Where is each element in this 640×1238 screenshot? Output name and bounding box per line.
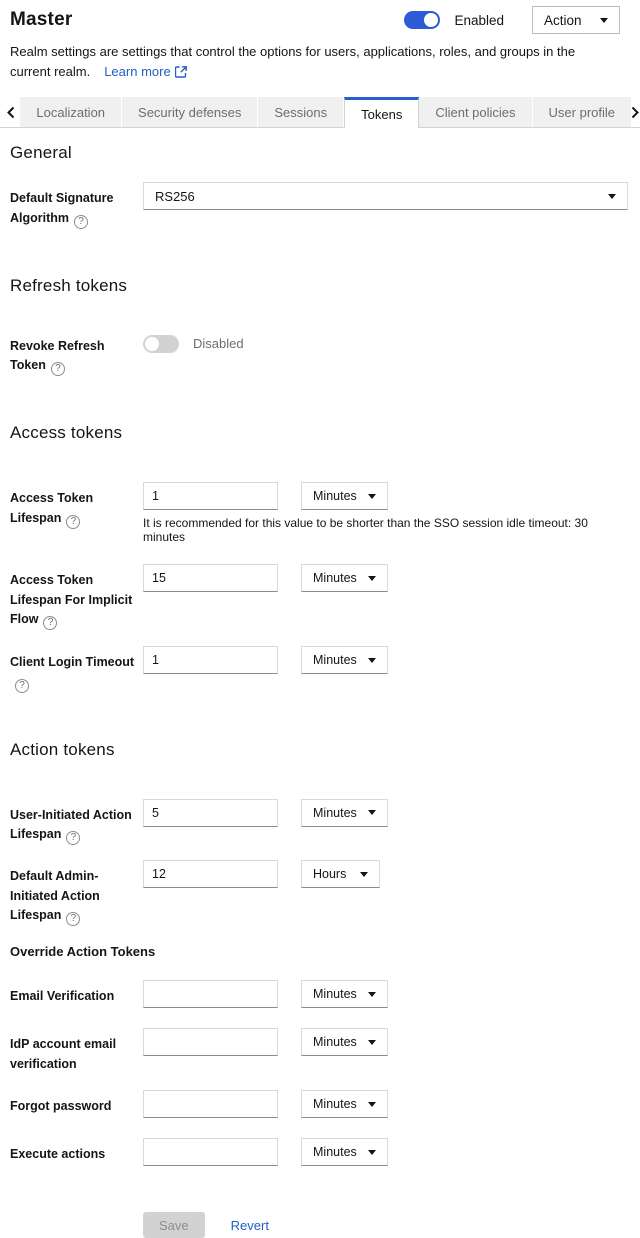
- field-label: [10, 980, 143, 1007]
- field-label-text: User-Initiated Action Lifespan: [10, 807, 132, 841]
- tab-security-defenses[interactable]: [122, 97, 258, 127]
- selected-unit: Hours: [313, 867, 347, 881]
- field-execute-actions: [10, 1138, 628, 1166]
- chevron-left-icon: [6, 106, 15, 119]
- help-icon[interactable]: ?: [15, 679, 29, 693]
- toggle-knob: [145, 337, 159, 351]
- learn-more-link[interactable]: [104, 64, 186, 79]
- tabs-scroll-left-button[interactable]: [0, 97, 20, 127]
- forgot-password-unit-select[interactable]: [301, 1090, 388, 1118]
- forgot-password-input[interactable]: [143, 1090, 278, 1118]
- field-access-token-lifespan-implicit: [10, 564, 628, 630]
- email-verification-input[interactable]: [143, 980, 278, 1008]
- save-button[interactable]: Save: [143, 1212, 205, 1238]
- field-default-signature-algorithm: [10, 182, 628, 229]
- field-label-text: Default Admin-Initiated Action Lifespan: [10, 869, 100, 922]
- section-title-general: General: [10, 143, 72, 162]
- form-footer: [143, 1212, 628, 1238]
- chevron-down-icon: [368, 1150, 376, 1155]
- field-label: [10, 799, 143, 846]
- idp-account-email-verification-unit-select[interactable]: [301, 1028, 388, 1056]
- tab-label: Client policies: [435, 104, 516, 120]
- field-label: [10, 1138, 143, 1165]
- realm-description: [10, 42, 616, 82]
- chevron-down-icon: [368, 658, 376, 663]
- tokens-form: [0, 143, 640, 1238]
- toggle-knob: [424, 13, 438, 27]
- tab-label: Localization: [36, 104, 106, 120]
- selected-unit: Minutes: [313, 1097, 357, 1111]
- selected-unit: Minutes: [313, 653, 357, 667]
- field-client-login-timeout: [10, 646, 628, 693]
- field-forgot-password: [10, 1090, 628, 1118]
- realm-enabled-toggle[interactable]: [404, 11, 440, 29]
- user-initiated-action-lifespan-unit-select[interactable]: [301, 799, 388, 827]
- tab-user-profile[interactable]: [533, 97, 631, 127]
- help-icon[interactable]: ?: [66, 831, 80, 845]
- field-revoke-refresh-token: [10, 330, 628, 377]
- chevron-down-icon: [360, 872, 368, 877]
- field-label: [10, 564, 143, 630]
- field-idp-account-email-verification: [10, 1028, 628, 1074]
- chevron-down-icon: [368, 1040, 376, 1045]
- revert-link[interactable]: Revert: [230, 1217, 269, 1233]
- field-label: [10, 860, 143, 926]
- field-label-text: Access Token Lifespan: [10, 491, 94, 525]
- field-label: [10, 330, 143, 377]
- execute-actions-unit-select[interactable]: [301, 1138, 388, 1166]
- external-link-icon: [171, 64, 187, 79]
- page-header: [0, 0, 640, 82]
- user-initiated-action-lifespan-input[interactable]: [143, 799, 278, 827]
- field-label-text: Execute actions: [10, 1147, 106, 1161]
- chevron-down-icon: [368, 1102, 376, 1107]
- selected-unit: Minutes: [313, 1035, 357, 1049]
- section-title-access-tokens: Access tokens: [10, 423, 123, 442]
- field-label: [10, 646, 143, 693]
- field-label: [10, 1028, 143, 1074]
- tab-localization[interactable]: [20, 97, 122, 127]
- revoke-refresh-token-toggle[interactable]: [143, 335, 179, 353]
- field-label: [10, 182, 143, 229]
- selected-unit: Minutes: [313, 805, 357, 820]
- selected-value: RS256: [155, 188, 195, 204]
- default-admin-initiated-action-lifespan-input[interactable]: [143, 860, 278, 888]
- access-token-lifespan-implicit-unit-select[interactable]: [301, 564, 388, 592]
- default-signature-algorithm-select[interactable]: [143, 182, 628, 210]
- tab-client-policies[interactable]: [419, 97, 532, 127]
- field-label-text: Email Verification: [10, 989, 115, 1003]
- chevron-down-icon: [368, 810, 376, 815]
- section-title-refresh-tokens: Refresh tokens: [10, 275, 128, 295]
- selected-unit: Minutes: [313, 571, 357, 585]
- chevron-down-icon: [600, 18, 608, 23]
- chevron-right-icon: [631, 106, 640, 119]
- chevron-down-icon: [608, 194, 616, 199]
- help-icon[interactable]: ?: [66, 515, 80, 529]
- field-label: [10, 1090, 143, 1117]
- selected-unit: Minutes: [313, 489, 357, 503]
- selected-unit: Minutes: [313, 1145, 357, 1159]
- field-label-text: Client Login Timeout: [10, 655, 135, 669]
- tabs-scroll-right-button[interactable]: [631, 97, 640, 127]
- learn-more-label: Learn more: [104, 64, 171, 79]
- tab-bar: [0, 97, 640, 128]
- section-title-action-tokens: Action tokens: [10, 739, 115, 759]
- field-label-text: Access Token Lifespan For Implicit Flow: [10, 573, 133, 626]
- access-token-lifespan-input[interactable]: [143, 482, 278, 510]
- field-label-text: Default Signature Algorithm: [10, 191, 114, 225]
- realm-description-text: Realm settings are settings that control the options for users, applications, roles, and groups in the current realm.: [10, 44, 576, 79]
- enabled-label: Enabled: [454, 12, 504, 28]
- help-icon[interactable]: ?: [43, 616, 57, 630]
- chevron-down-icon: [368, 494, 376, 499]
- field-label-text: Revoke Refresh Token: [10, 338, 105, 372]
- idp-account-email-verification-input[interactable]: [143, 1028, 278, 1056]
- help-icon[interactable]: ?: [74, 215, 88, 229]
- client-login-timeout-unit-select[interactable]: [301, 646, 388, 674]
- email-verification-unit-select[interactable]: [301, 980, 388, 1008]
- default-admin-initiated-action-lifespan-unit-select[interactable]: [301, 860, 380, 888]
- selected-unit: Minutes: [313, 987, 357, 1001]
- tab-label: Tokens: [361, 106, 403, 122]
- chevron-down-icon: [368, 992, 376, 997]
- field-default-admin-initiated-action-lifespan: [10, 860, 628, 926]
- field-user-initiated-action-lifespan: [10, 799, 628, 846]
- field-label-text: IdP account email verification: [10, 1037, 117, 1071]
- subsection-title-override-action-tokens: Override Action Tokens: [10, 944, 156, 959]
- access-token-lifespan-helper: It is recommended for this value to be shorter than the SSO session idle timeout: 30 minutes: [143, 516, 588, 544]
- access-token-lifespan-unit-select[interactable]: [301, 482, 388, 510]
- toggle-state-label: Disabled: [193, 336, 244, 351]
- tab-label: Security defenses: [138, 104, 242, 120]
- tab-tokens[interactable]: [344, 97, 419, 128]
- client-login-timeout-input[interactable]: [143, 646, 278, 674]
- field-label-text: Forgot password: [10, 1099, 112, 1113]
- page-title: Master: [10, 9, 73, 30]
- execute-actions-input[interactable]: [143, 1138, 278, 1166]
- help-icon[interactable]: ?: [66, 912, 80, 926]
- help-icon[interactable]: ?: [51, 362, 65, 376]
- field-email-verification: [10, 980, 628, 1008]
- action-dropdown-button[interactable]: [532, 6, 620, 34]
- field-access-token-lifespan: [10, 482, 628, 544]
- chevron-down-icon: [368, 576, 376, 581]
- tab-label: User profile: [548, 104, 615, 120]
- tab-sessions[interactable]: [258, 97, 344, 127]
- field-label: [10, 482, 143, 529]
- access-token-lifespan-implicit-input[interactable]: [143, 564, 278, 592]
- tab-label: Sessions: [274, 104, 328, 120]
- action-dropdown-label: Action: [544, 12, 582, 28]
